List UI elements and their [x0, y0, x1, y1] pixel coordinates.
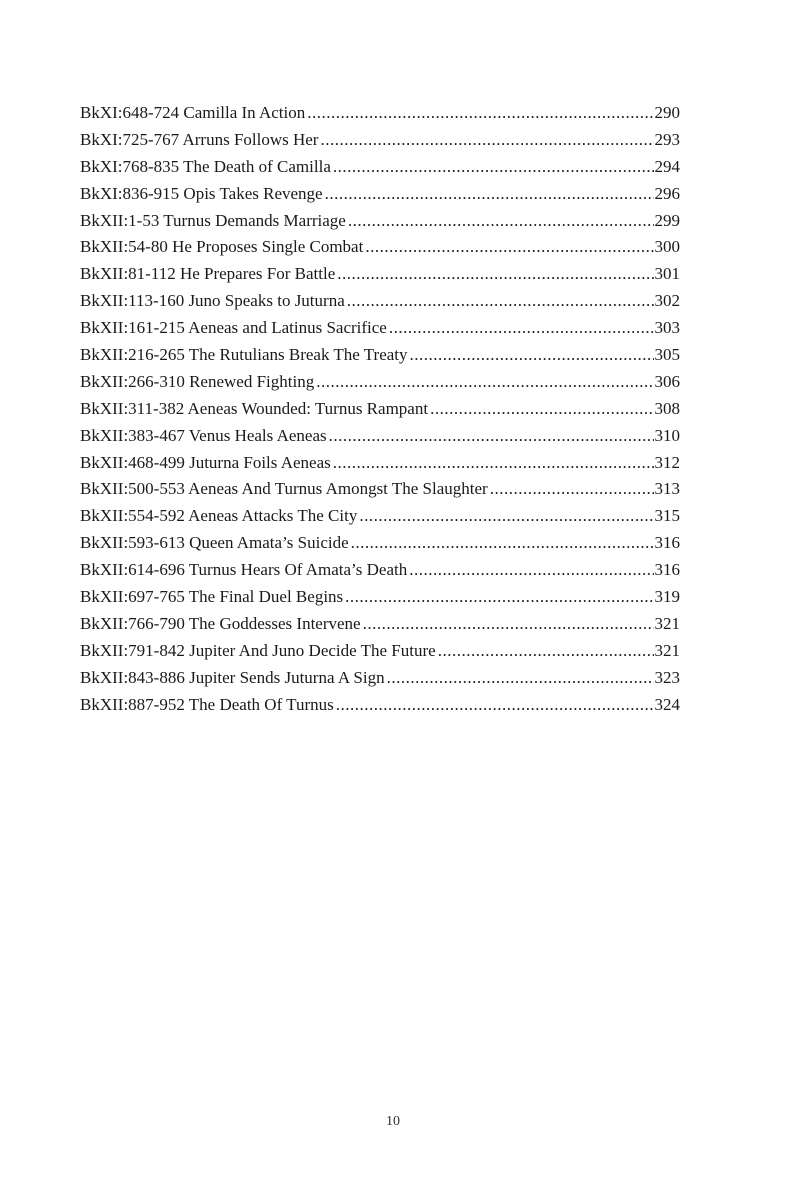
- toc-dot-leader: [348, 208, 654, 235]
- toc-entry-page: 316: [654, 560, 680, 580]
- toc-entry-title: BkXI:768-835 The Death of Camilla: [80, 156, 331, 176]
- toc-entry-title: BkXI:836-915 Opis Takes Revenge: [80, 183, 323, 203]
- toc-entry-page: 313: [654, 479, 680, 499]
- toc-entry-title: BkXII:311-382 Aeneas Wounded: Turnus Rampant: [80, 398, 429, 418]
- toc-entry-title: BkXII:383-467 Venus Heals Aeneas: [80, 425, 327, 445]
- toc-entry[interactable]: [80, 315, 680, 342]
- toc-dot-leader: [337, 261, 653, 288]
- toc-entry[interactable]: [80, 342, 680, 369]
- toc-entry[interactable]: [80, 181, 680, 208]
- toc-entry-page: 312: [654, 452, 680, 472]
- toc-entry-title: BkXII:1-53 Turnus Demands Marriage: [80, 210, 346, 230]
- toc-entry-title: BkXII:593-613 Queen Amata’s Suicide: [80, 533, 349, 553]
- toc-entry-page: 290: [654, 103, 680, 122]
- toc-entry[interactable]: [80, 208, 680, 235]
- toc-dot-leader: [307, 100, 653, 127]
- toc-dot-leader: [430, 396, 653, 423]
- toc-entry[interactable]: [80, 503, 680, 530]
- toc-entry[interactable]: [80, 692, 680, 719]
- toc-entry[interactable]: [80, 530, 680, 557]
- toc-entry-title: BkXII:81-112 He Prepares For Battle: [80, 264, 336, 284]
- toc-dot-leader: [325, 181, 654, 208]
- toc-dot-leader: [363, 611, 654, 638]
- toc-entry-title: BkXII:614-696 Turnus Hears Of Amata’s Death: [80, 560, 408, 580]
- toc-dot-leader: [387, 665, 654, 692]
- toc-dot-leader: [316, 369, 653, 396]
- toc-dot-leader: [320, 127, 653, 154]
- toc-entry-page: 302: [654, 291, 680, 311]
- toc-entry[interactable]: [80, 476, 680, 503]
- toc-dot-leader: [365, 234, 653, 261]
- toc-dot-leader: [336, 692, 654, 719]
- toc-entry-page: 301: [654, 264, 680, 284]
- toc-dot-leader: [345, 584, 653, 611]
- toc-entry-page: 305: [654, 345, 680, 365]
- toc-entry[interactable]: [80, 127, 680, 154]
- toc-entry-page: 321: [654, 640, 680, 660]
- toc-dot-leader: [333, 450, 654, 477]
- toc-entry-title: BkXII:216-265 The Rutulians Break The Treaty: [80, 345, 408, 365]
- toc-entry-title: BkXII:554-592 Aeneas Attacks The City: [80, 506, 358, 526]
- toc-entry-title: BkXI:725-767 Arruns Follows Her: [80, 129, 319, 149]
- toc-entry[interactable]: [80, 396, 680, 423]
- toc-entry-title: BkXII:697-765 The Final Duel Begins: [80, 587, 344, 607]
- toc-entry-page: 303: [654, 318, 680, 338]
- toc-entry[interactable]: [80, 665, 680, 692]
- toc-entry[interactable]: [80, 234, 680, 261]
- toc-dot-leader: [389, 315, 654, 342]
- toc-dot-leader: [490, 476, 654, 503]
- toc-entry[interactable]: [80, 288, 680, 315]
- toc-entry-title: BkXII:887-952 The Death Of Turnus: [80, 694, 334, 714]
- toc-entry[interactable]: [80, 423, 680, 450]
- toc-entry-page: 296: [654, 183, 680, 203]
- toc-entry-page: 294: [654, 156, 680, 176]
- toc-entry-title: BkXII:843-886 Jupiter Sends Juturna A Sign: [80, 667, 385, 687]
- toc-entry[interactable]: [80, 450, 680, 477]
- toc-entry-title: BkXII:500-553 Aeneas And Turnus Amongst The Slaughter: [80, 479, 488, 499]
- toc-entry-page: 308: [654, 398, 680, 418]
- toc-dot-leader: [409, 557, 653, 584]
- toc-entry[interactable]: [80, 369, 680, 396]
- table-of-contents: [80, 100, 680, 718]
- toc-entry[interactable]: [80, 611, 680, 638]
- toc-dot-leader: [333, 154, 654, 181]
- toc-entry-title: BkXII:766-790 The Goddesses Intervene: [80, 613, 361, 633]
- toc-entry-page: 323: [654, 667, 680, 687]
- toc-entry-page: 316: [654, 533, 680, 553]
- toc-entry-page: 293: [654, 129, 680, 149]
- toc-entry[interactable]: [80, 557, 680, 584]
- toc-dot-leader: [347, 288, 654, 315]
- toc-entry-title: BkXII:113-160 Juno Speaks to Juturna: [80, 291, 345, 311]
- toc-entry[interactable]: [80, 261, 680, 288]
- page-number: 10: [386, 1114, 400, 1129]
- toc-entry[interactable]: [80, 100, 680, 127]
- toc-dot-leader: [351, 530, 654, 557]
- toc-entry-page: 315: [654, 506, 680, 526]
- toc-entry-title: BkXI:648-724 Camilla In Action: [80, 103, 306, 122]
- toc-entry-page: 300: [654, 237, 680, 257]
- toc-entry-page: 319: [654, 587, 680, 607]
- toc-entry[interactable]: [80, 154, 680, 181]
- toc-dot-leader: [329, 423, 654, 450]
- toc-dot-leader: [410, 342, 654, 369]
- toc-entry-title: BkXII:266-310 Renewed Fighting: [80, 371, 315, 391]
- toc-entry-title: BkXII:54-80 He Proposes Single Combat: [80, 237, 364, 257]
- toc-entry-page: 324: [654, 694, 680, 714]
- toc-dot-leader: [359, 503, 653, 530]
- toc-entry-title: BkXII:161-215 Aeneas and Latinus Sacrifice: [80, 318, 387, 338]
- toc-entry-page: 321: [654, 613, 680, 633]
- toc-entry-page: 306: [654, 371, 680, 391]
- toc-entry-page: 299: [654, 210, 680, 230]
- toc-entry-title: BkXII:468-499 Juturna Foils Aeneas: [80, 452, 331, 472]
- toc-entry-title: BkXII:791-842 Jupiter And Juno Decide The Future: [80, 640, 436, 660]
- toc-entry[interactable]: [80, 638, 680, 665]
- toc-dot-leader: [438, 638, 654, 665]
- toc-entry[interactable]: [80, 584, 680, 611]
- toc-entry-page: 310: [654, 425, 680, 445]
